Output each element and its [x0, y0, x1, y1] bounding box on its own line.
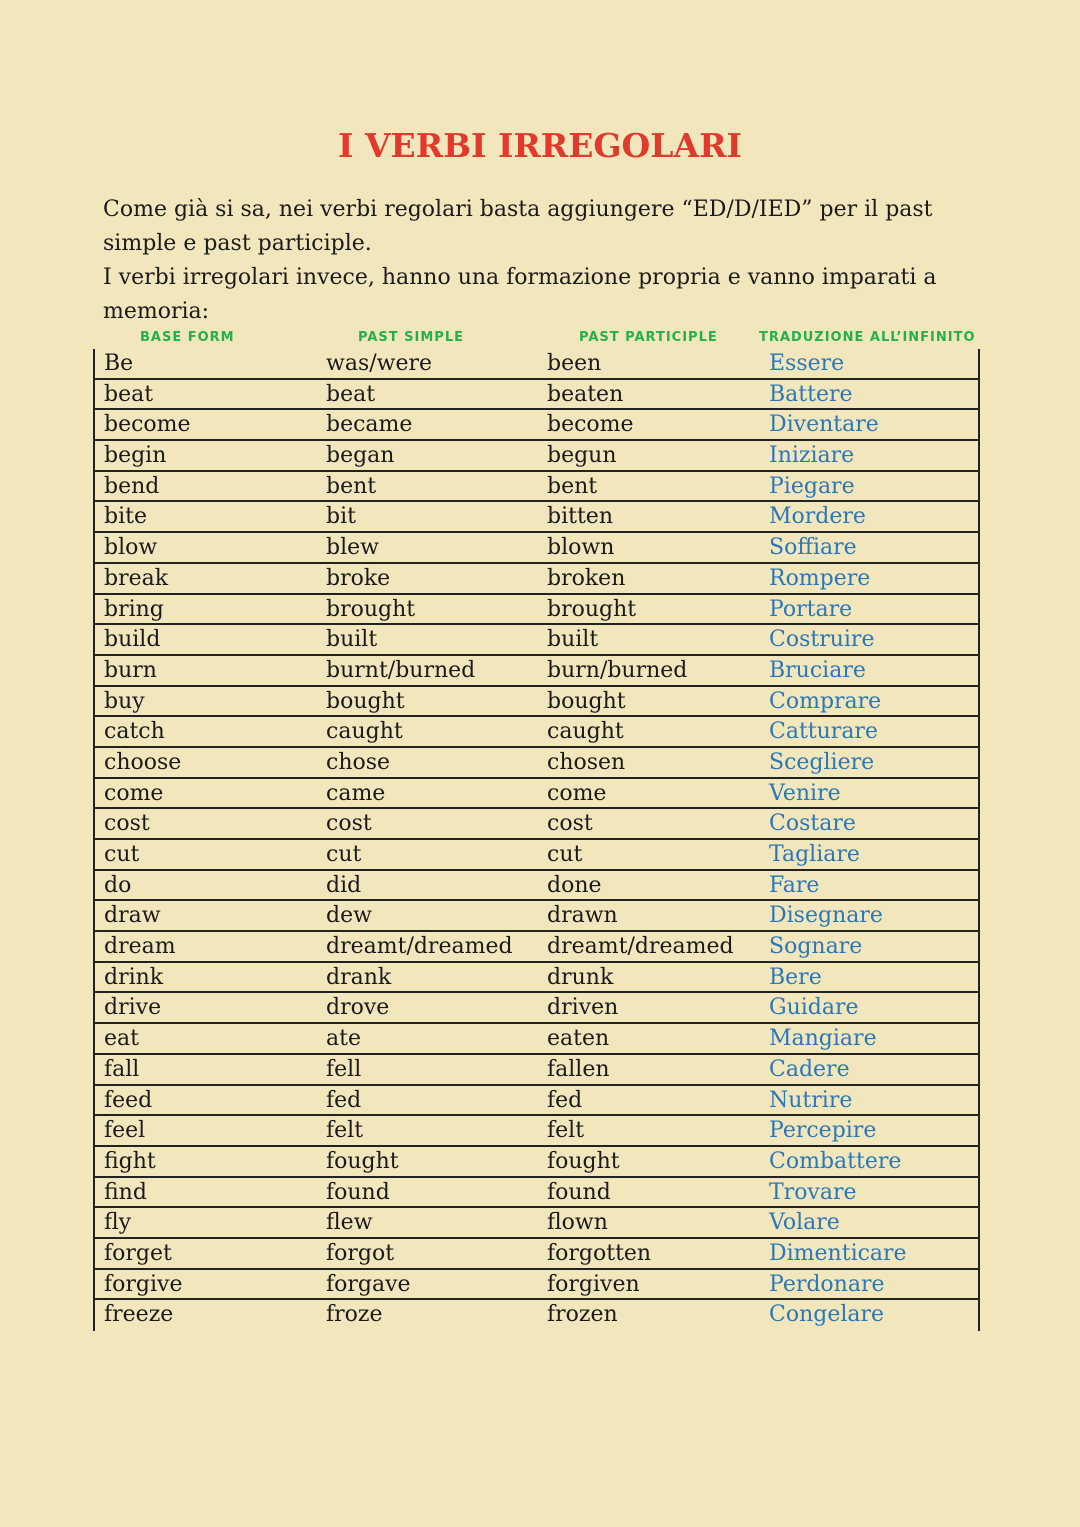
- translation-cell: Costruire: [769, 627, 875, 653]
- table-row: [95, 993, 978, 1024]
- base-form-cell: drink: [104, 964, 164, 990]
- table-row: [95, 349, 978, 380]
- table-row: [95, 1086, 978, 1117]
- header-translation: TRADUZIONE ALL’INFINITO: [759, 330, 976, 345]
- base-form-cell: feel: [104, 1118, 146, 1144]
- translation-cell: Volare: [769, 1210, 840, 1236]
- translation-cell: Mordere: [769, 504, 866, 530]
- past-participle-cell: built: [547, 627, 599, 653]
- table-row: [95, 717, 978, 748]
- translation-cell: Essere: [769, 351, 845, 376]
- past-participle-cell: chosen: [547, 749, 626, 775]
- translation-cell: Disegnare: [769, 903, 883, 929]
- past-participle-cell: forgiven: [547, 1271, 640, 1297]
- base-form-cell: do: [104, 872, 132, 898]
- past-participle-cell: begun: [547, 443, 617, 469]
- past-simple-cell: blew: [326, 535, 379, 561]
- past-participle-cell: burn/burned: [547, 657, 688, 683]
- base-form-cell: cost: [104, 811, 150, 837]
- past-participle-cell: caught: [547, 719, 624, 745]
- base-form-cell: choose: [104, 749, 182, 775]
- base-form-cell: bring: [104, 596, 164, 622]
- header-past-simple: PAST SIMPLE: [358, 330, 464, 345]
- past-participle-cell: cost: [547, 811, 593, 837]
- table-row: [95, 410, 978, 441]
- translation-cell: Trovare: [769, 1179, 857, 1205]
- translation-cell: Mangiare: [769, 1026, 877, 1052]
- base-form-cell: come: [104, 780, 164, 806]
- past-participle-cell: been: [547, 351, 602, 376]
- translation-cell: Portare: [769, 596, 853, 622]
- table-row: [95, 871, 978, 902]
- translation-cell: Venire: [769, 780, 841, 806]
- translation-cell: Fare: [769, 872, 820, 898]
- table-row: [95, 1178, 978, 1209]
- past-simple-cell: felt: [326, 1118, 364, 1144]
- past-simple-cell: chose: [326, 749, 391, 775]
- table-row: [95, 840, 978, 871]
- base-form-cell: feed: [104, 1087, 153, 1113]
- table-row: [95, 1116, 978, 1147]
- base-form-cell: break: [104, 565, 169, 591]
- translation-cell: Diventare: [769, 412, 879, 438]
- past-participle-cell: come: [547, 780, 607, 806]
- past-simple-cell: beat: [326, 381, 376, 407]
- table-row: [95, 564, 978, 595]
- base-form-cell: fall: [104, 1056, 140, 1082]
- translation-cell: Catturare: [769, 719, 878, 745]
- table-row: [95, 1055, 978, 1086]
- table-row: [95, 748, 978, 779]
- past-simple-cell: froze: [326, 1302, 383, 1328]
- past-simple-cell: caught: [326, 719, 403, 745]
- table-header: [0, 330, 1080, 346]
- past-simple-cell: drank: [326, 964, 392, 990]
- past-simple-cell: fought: [326, 1148, 399, 1174]
- past-simple-cell: bought: [326, 688, 405, 714]
- translation-cell: Battere: [769, 381, 853, 407]
- table-row: [95, 380, 978, 411]
- intro-paragraph-1: Come già si sa, nei verbi regolari basta aggiungere “ED/D/IED” per il past simple e past participle.: [103, 197, 933, 256]
- translation-cell: Scegliere: [769, 749, 875, 775]
- table-row: [95, 687, 978, 718]
- table-row: [95, 533, 978, 564]
- table-row: [95, 809, 978, 840]
- past-simple-cell: found: [326, 1179, 390, 1205]
- past-simple-cell: fed: [326, 1087, 362, 1113]
- past-simple-cell: dreamt/dreamed: [326, 934, 513, 960]
- past-participle-cell: frozen: [547, 1302, 618, 1328]
- base-form-cell: find: [104, 1179, 147, 1205]
- base-form-cell: become: [104, 412, 191, 438]
- past-simple-cell: ate: [326, 1026, 361, 1052]
- table-row: [95, 1300, 978, 1331]
- table-row: [95, 963, 978, 994]
- base-form-cell: dream: [104, 934, 176, 960]
- past-simple-cell: forgot: [326, 1240, 395, 1266]
- base-form-cell: bite: [104, 504, 147, 530]
- base-form-cell: bend: [104, 473, 160, 499]
- translation-cell: Percepire: [769, 1118, 877, 1144]
- base-form-cell: forget: [104, 1240, 172, 1266]
- past-participle-cell: bought: [547, 688, 626, 714]
- table-row: [95, 779, 978, 810]
- table-row: [95, 502, 978, 533]
- base-form-cell: build: [104, 627, 161, 653]
- intro-text: [103, 193, 1003, 329]
- translation-cell: Comprare: [769, 688, 882, 714]
- past-simple-cell: bent: [326, 473, 377, 499]
- past-simple-cell: forgave: [326, 1271, 411, 1297]
- past-simple-cell: began: [326, 443, 395, 469]
- past-participle-cell: done: [547, 872, 602, 898]
- base-form-cell: freeze: [104, 1302, 174, 1328]
- past-participle-cell: become: [547, 412, 634, 438]
- past-participle-cell: broken: [547, 565, 626, 591]
- table-row: [95, 441, 978, 472]
- translation-cell: Bruciare: [769, 657, 866, 683]
- past-participle-cell: fallen: [547, 1056, 610, 1082]
- base-form-cell: begin: [104, 443, 167, 469]
- translation-cell: Piegare: [769, 473, 855, 499]
- past-simple-cell: drove: [326, 995, 390, 1021]
- past-simple-cell: was/were: [326, 351, 433, 376]
- translation-cell: Sognare: [769, 934, 863, 960]
- table-row: [95, 1270, 978, 1301]
- past-simple-cell: cost: [326, 811, 372, 837]
- past-participle-cell: cut: [547, 842, 583, 867]
- translation-cell: Cadere: [769, 1056, 850, 1082]
- table-row: [95, 1024, 978, 1055]
- past-participle-cell: drunk: [547, 964, 614, 990]
- past-simple-cell: brought: [326, 596, 416, 622]
- past-simple-cell: came: [326, 780, 386, 806]
- past-simple-cell: built: [326, 627, 378, 653]
- base-form-cell: eat: [104, 1026, 139, 1052]
- translation-cell: Nutrire: [769, 1087, 853, 1113]
- past-participle-cell: bent: [547, 473, 598, 499]
- past-participle-cell: blown: [547, 535, 615, 561]
- base-form-cell: blow: [104, 535, 158, 561]
- base-form-cell: fight: [104, 1148, 156, 1174]
- table-row: [95, 656, 978, 687]
- translation-cell: Rompere: [769, 565, 871, 591]
- translation-cell: Congelare: [769, 1302, 885, 1328]
- translation-cell: Guidare: [769, 995, 859, 1021]
- past-simple-cell: dew: [326, 903, 372, 929]
- past-simple-cell: bit: [326, 504, 356, 530]
- table-row: [95, 472, 978, 503]
- past-participle-cell: fed: [547, 1087, 583, 1113]
- past-participle-cell: dreamt/dreamed: [547, 934, 734, 960]
- past-participle-cell: beaten: [547, 381, 624, 407]
- header-base-form: BASE FORM: [140, 330, 235, 345]
- past-simple-cell: flew: [326, 1210, 373, 1236]
- page-title: I VERBI IRREGOLARI: [338, 126, 742, 165]
- past-simple-cell: burnt/burned: [326, 657, 476, 683]
- translation-cell: Tagliare: [769, 842, 860, 867]
- base-form-cell: beat: [104, 381, 154, 407]
- header-past-participle: PAST PARTICIPLE: [579, 330, 718, 345]
- past-simple-cell: fell: [326, 1056, 362, 1082]
- base-form-cell: drive: [104, 995, 162, 1021]
- past-participle-cell: forgotten: [547, 1240, 652, 1266]
- past-simple-cell: cut: [326, 842, 362, 867]
- base-form-cell: draw: [104, 903, 161, 929]
- past-participle-cell: found: [547, 1179, 611, 1205]
- translation-cell: Perdonare: [769, 1271, 885, 1297]
- past-participle-cell: drawn: [547, 903, 618, 929]
- table-row: [95, 932, 978, 963]
- base-form-cell: fly: [104, 1210, 132, 1236]
- past-participle-cell: fought: [547, 1148, 620, 1174]
- past-participle-cell: driven: [547, 995, 619, 1021]
- base-form-cell: forgive: [104, 1271, 183, 1297]
- table-row: [95, 1147, 978, 1178]
- past-participle-cell: bitten: [547, 504, 613, 530]
- base-form-cell: burn: [104, 657, 157, 683]
- past-simple-cell: broke: [326, 565, 391, 591]
- table-row: [95, 1208, 978, 1239]
- table-row: [95, 595, 978, 626]
- past-participle-cell: eaten: [547, 1026, 610, 1052]
- base-form-cell: cut: [104, 842, 140, 867]
- table-row: [95, 901, 978, 932]
- translation-cell: Iniziare: [769, 443, 855, 469]
- past-participle-cell: brought: [547, 596, 637, 622]
- translation-cell: Dimenticare: [769, 1240, 907, 1266]
- past-simple-cell: did: [326, 872, 362, 898]
- intro-paragraph-2: I verbi irregolari invece, hanno una formazione propria e vanno imparati a memoria:: [103, 265, 937, 324]
- verb-table: [93, 349, 980, 1331]
- base-form-cell: catch: [104, 719, 165, 745]
- translation-cell: Combattere: [769, 1148, 902, 1174]
- past-participle-cell: felt: [547, 1118, 585, 1144]
- translation-cell: Costare: [769, 811, 856, 837]
- past-participle-cell: flown: [547, 1210, 608, 1236]
- translation-cell: Soffiare: [769, 535, 857, 561]
- table-row: [95, 1239, 978, 1270]
- base-form-cell: buy: [104, 688, 145, 714]
- base-form-cell: Be: [104, 351, 134, 376]
- past-simple-cell: became: [326, 412, 413, 438]
- translation-cell: Bere: [769, 964, 822, 990]
- table-row: [95, 625, 978, 656]
